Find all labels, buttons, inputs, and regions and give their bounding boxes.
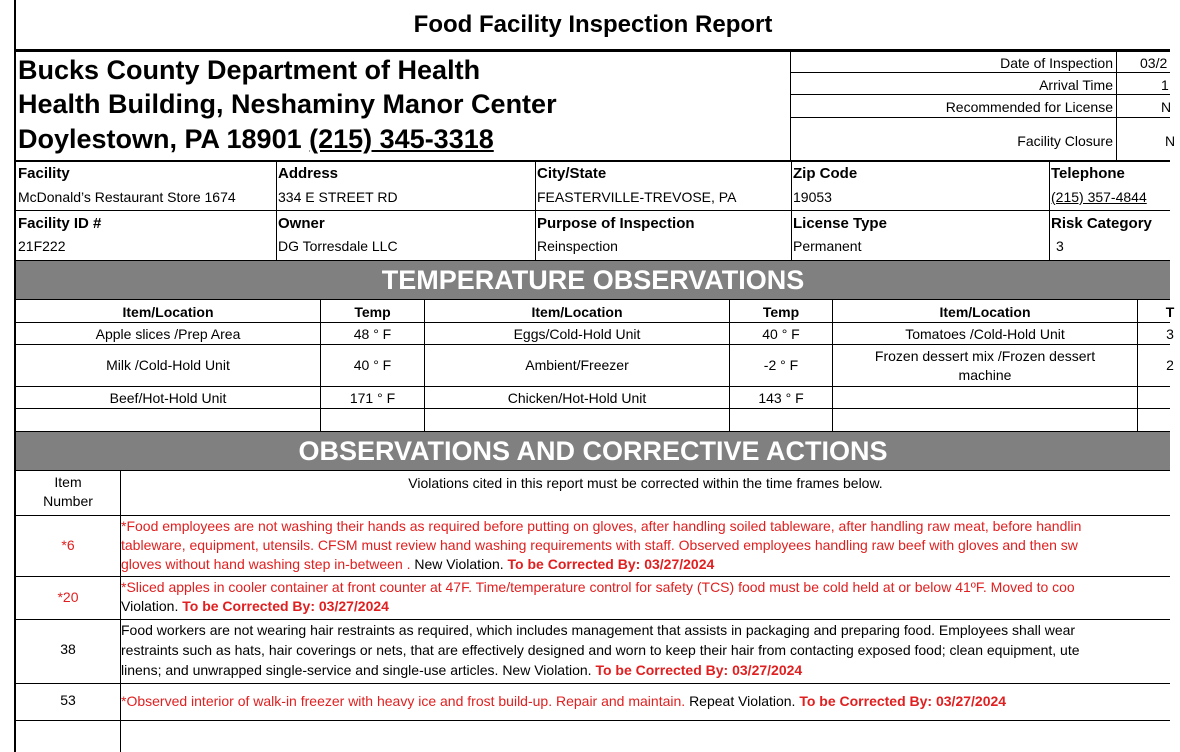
closure-label: Facility Closure — [1017, 133, 1113, 149]
violation-text-line — [121, 661, 802, 680]
temp-item: Beef/Hot-Hold Unit — [109, 390, 227, 406]
temperature-banner: TEMPERATURE OBSERVATIONS — [16, 261, 1170, 299]
meta-row-line — [790, 117, 1170, 118]
violation-status: Violation. — [121, 598, 183, 614]
purpose-value: Reinspection — [537, 238, 618, 254]
temp-item: Tomatoes /Cold-Hold Unit — [905, 326, 1065, 342]
violation-text: restraints such as hats, hair coverings or nets, that are effectively designed and worn to keep their hair from contacting exposed food; clean equipment, ute — [121, 642, 1080, 658]
observations-banner: OBSERVATIONS AND CORRECTIVE ACTIONS — [16, 432, 1170, 470]
info-col-line — [1049, 162, 1050, 260]
violation-number: 38 — [60, 641, 76, 657]
facility-id-value: 21F222 — [18, 238, 66, 254]
agency-address — [18, 124, 494, 155]
violation-text: linens; and unwrapped single-service and single-use articles. New Violation. — [121, 662, 596, 678]
temp-value: 2 — [1166, 357, 1174, 373]
obs-row-line — [14, 683, 1170, 684]
owner-label: Owner — [278, 215, 325, 232]
report-title: Food Facility Inspection Report — [413, 11, 773, 38]
license-value: Permanent — [793, 238, 862, 254]
temp-value: 48 ° F — [353, 326, 392, 342]
temp-header-item: Item/Location — [122, 304, 214, 320]
info-col-line — [791, 162, 792, 260]
temp-header-temp: T — [1165, 304, 1175, 320]
item-number-header — [16, 474, 120, 509]
facility-label: Facility — [18, 165, 70, 182]
correct-by-date: To be Corrected By: 03/27/2024 — [595, 662, 803, 678]
recommended-value: N — [1161, 99, 1172, 115]
agency-phone[interactable]: (215) 345-3318 — [309, 124, 494, 154]
info-col-line — [535, 162, 536, 260]
agency-city: Doylestown, PA 18901 — [18, 124, 310, 154]
arrival-label: Arrival Time — [1039, 77, 1113, 93]
violation-status: Repeat Violation. — [689, 693, 800, 709]
item-header-line2: Number — [43, 493, 93, 509]
violation-text: tableware, equipment, utensils. CFSM must review hand washing requirements with staff. Observed employees handling raw beef with gloves and then sw — [121, 537, 1078, 553]
violation-number: *20 — [57, 589, 79, 605]
violations-note: Violations cited in this report must be corrected within the time frames below. — [408, 475, 883, 491]
correct-by-date: To be Corrected By: 03/27/2024 — [799, 693, 1007, 709]
city-label: City/State — [537, 165, 607, 182]
correct-by-date: To be Corrected By: 03/27/2024 — [182, 598, 389, 614]
zip-value: 19053 — [793, 189, 832, 205]
violation-number: *6 — [61, 537, 75, 553]
violation-text-line — [121, 692, 1006, 711]
temp-item: Eggs/Cold-Hold Unit — [513, 326, 641, 342]
banner-border — [14, 470, 1170, 471]
purpose-label: Purpose of Inspection — [537, 215, 695, 232]
temp-value: 171 ° F — [349, 390, 396, 406]
facility-value: McDonald’s Restaurant Store 1674 — [18, 189, 236, 205]
license-label: License Type — [793, 215, 887, 232]
temp-item-cont: machine — [958, 367, 1012, 383]
temp-header-temp: Temp — [762, 304, 800, 320]
risk-label: Risk Category — [1051, 215, 1152, 232]
temp-item: Frozen dessert mix /Frozen dessert — [874, 348, 1096, 364]
risk-value: 3 — [1056, 238, 1064, 254]
arrival-value: 1 — [1161, 77, 1169, 93]
violation-text-line — [121, 597, 389, 616]
obs-row-line — [14, 619, 1170, 620]
zip-label: Zip Code — [793, 165, 858, 182]
agency-name: Bucks County Department of Health — [18, 55, 481, 85]
temp-item: Ambient/Freezer — [525, 357, 629, 373]
temp-row-line — [16, 386, 1170, 387]
banner-border — [14, 299, 1170, 300]
header-divider — [14, 160, 1170, 162]
date-value: 03/2 — [1140, 55, 1168, 71]
temp-col-line — [1137, 300, 1138, 432]
obs-row-line — [14, 576, 1170, 577]
temp-value: 40 ° F — [353, 357, 392, 373]
temp-value: 3 — [1166, 326, 1174, 342]
temp-header-item: Item/Location — [531, 304, 623, 320]
violation-text: Food workers are not wearing hair restraints as required, which includes management that assists in packaging and preparing food. Employees shall wear — [121, 622, 1076, 638]
meta-mid-border — [1116, 50, 1117, 162]
item-header-line1: Item — [54, 474, 82, 490]
agency-building: Health Building, Neshaminy Manor Center — [18, 89, 557, 119]
temp-value: -2 ° F — [763, 357, 799, 373]
owner-value: DG Torresdale LLC — [278, 238, 398, 254]
closure-value: N — [1165, 133, 1176, 149]
date-label: Date of Inspection — [1000, 55, 1113, 71]
temp-item: Milk /Cold-Hold Unit — [106, 357, 230, 373]
temp-item: Chicken/Hot-Hold Unit — [507, 390, 647, 406]
violation-text-line — [121, 555, 714, 574]
correct-by-date: To be Corrected By: 03/27/2024 — [507, 556, 715, 572]
temp-value: 40 ° F — [762, 326, 800, 342]
temp-item: Apple slices /Prep Area — [95, 326, 241, 342]
meta-row-line — [790, 94, 1170, 95]
address-label: Address — [278, 165, 339, 182]
meta-left-border — [790, 50, 791, 162]
telephone-value[interactable]: (215) 357-4844 — [1051, 189, 1147, 205]
temp-header-item: Item/Location — [939, 304, 1031, 320]
left-border — [14, 0, 16, 752]
recommended-label: Recommended for License — [945, 99, 1113, 115]
violation-text: gloves without hand washing step in-between . — [121, 556, 415, 572]
violation-number: 53 — [60, 692, 76, 708]
title-divider — [14, 49, 1170, 52]
violation-status: New Violation. — [414, 556, 508, 572]
violation-text: *Sliced apples in cooler container at front counter at 47F. Time/temperature control for safety (TCS) food must be cold held at or below 41ºF. Moved to coo — [121, 579, 1075, 595]
facility-id-label: Facility ID # — [18, 215, 102, 232]
temp-value: 143 ° F — [758, 390, 804, 406]
meta-row-line — [790, 72, 1170, 73]
info-col-line — [276, 162, 277, 260]
temp-row-line — [16, 408, 1170, 409]
obs-row-line — [14, 720, 1170, 721]
temp-row-line — [16, 344, 1170, 345]
obs-row-line — [14, 515, 1170, 516]
telephone-label: Telephone — [1051, 165, 1125, 182]
violation-text: *Observed interior of walk-in freezer with heavy ice and frost build-up. Repair and maintain. — [121, 693, 690, 709]
temp-row-line — [16, 322, 1170, 323]
banner-border — [14, 260, 1170, 261]
violation-text: *Food employees are not washing their hands as required before putting on gloves, after handling soiled tableware, after handling raw meat, before handlin — [121, 518, 1082, 534]
info-row-line — [14, 210, 1170, 211]
temp-header-temp: Temp — [354, 304, 391, 320]
city-value: FEASTERVILLE-TREVOSE, PA — [537, 189, 737, 205]
address-value: 334 E STREET RD — [278, 189, 398, 205]
